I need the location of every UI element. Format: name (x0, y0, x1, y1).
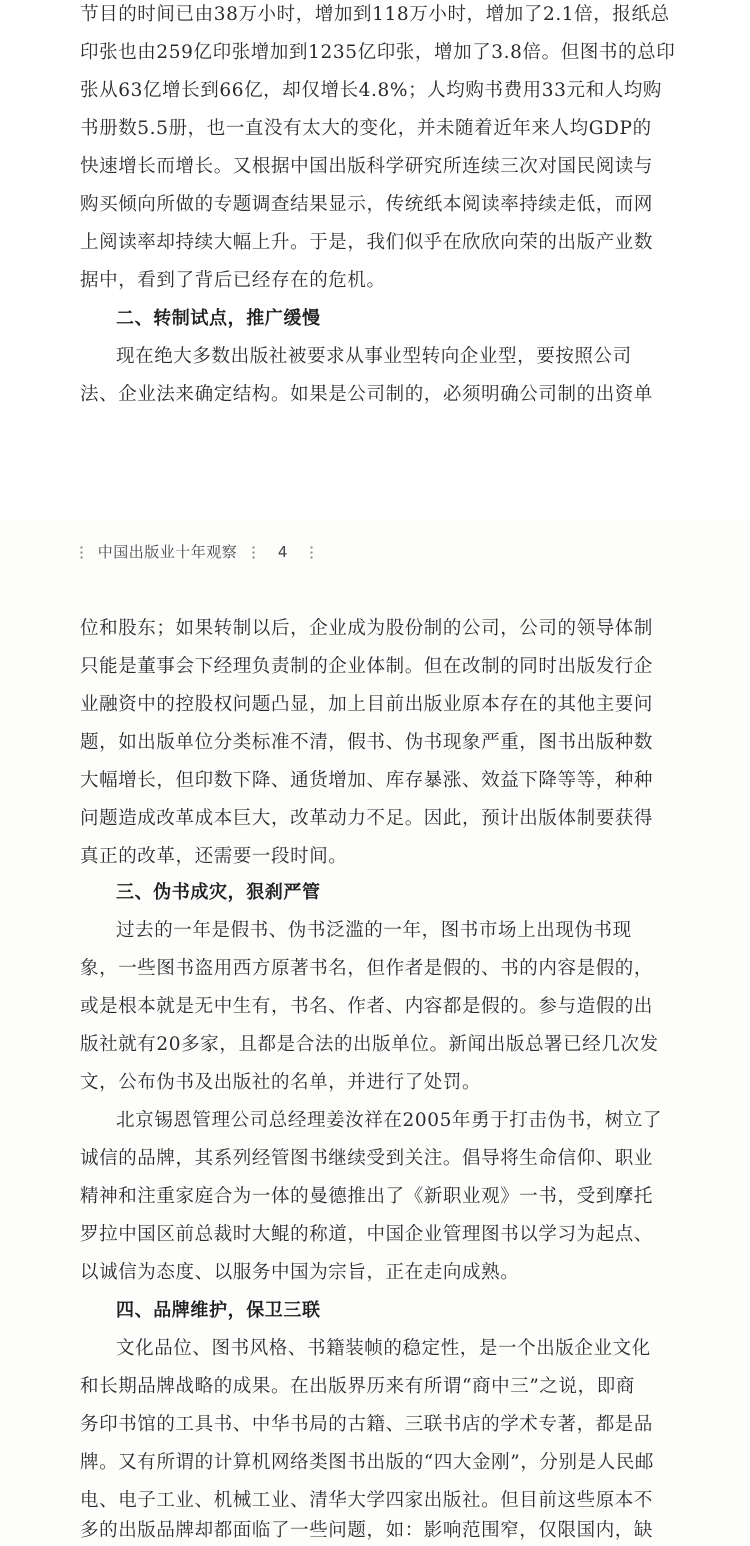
text-line: 大幅增长，但印数下降、通货增加、库存暴涨、效益下降等等，种种 (80, 770, 654, 791)
text-line: 现在绝大多数出版社被要求从事业型转向企业型，要按照公司 (116, 346, 632, 367)
text-line: 快速增长而增长。又根据中国出版科学研究所连续三次对国民阅读与 (80, 156, 654, 177)
text-line: 和长期品牌战略的成果。在出版界历来有所谓“商中三”之说，即商 (80, 1376, 635, 1397)
text-line: 北京锡恩管理公司总经理姜汝祥在2005年勇于打击伪书，树立了 (116, 1110, 663, 1131)
text-line: 业融资中的控股权问题凸显，加上目前出版业原本存在的其他主要问 (80, 694, 654, 715)
text-line: 题，如出版单位分类标准不清，假书、伪书现象严重，图书出版种数 (80, 732, 654, 753)
dotted-rule-icon (310, 545, 313, 561)
text-line: 文化品位、图书风格、书籍装帧的稳定性，是一个出版企业文化 (116, 1338, 651, 1359)
text-line: 或是根本就是无中生有，书名、作者、内容都是假的。参与造假的出 (80, 996, 654, 1017)
section-heading-3: 三、伪书成灾，狠刹严管 (116, 882, 321, 903)
page-number: 4 (277, 543, 288, 561)
text-line: 多的出版品牌却都面临了一些问题，如：影响范围窄，仅限国内，缺 (80, 1520, 654, 1541)
text-line: 购买倾向所做的专题调查结果显示，传统纸本阅读率持续走低，而网 (80, 194, 654, 215)
text-line: 精神和注重家庭合为一体的曼德推出了《新职业观》一书，受到摩托 (80, 1186, 654, 1207)
text-line: 版社就有20多家，且都是合法的出版单位。新闻出版总署已经几次发 (80, 1034, 659, 1055)
text-line: 节目的时间已由38万小时，增加到118万小时，增加了2.1倍，报纸总 (80, 4, 670, 25)
text-line: 只能是董事会下经理负责制的企业体制。但在改制的同时出版发行企 (80, 656, 654, 677)
dotted-rule-icon (80, 545, 83, 561)
book-title: 中国出版业十年观察 (97, 543, 238, 561)
text-line: 法、企业法来确定结构。如果是公司制的，必须明确公司制的出资单 (80, 384, 654, 405)
section-heading-4: 四、品牌维护，保卫三联 (116, 1300, 321, 1321)
page-top-fragment (0, 0, 750, 440)
section-heading-2: 二、转制试点，推广缓慢 (116, 308, 321, 329)
dotted-rule-icon (252, 545, 255, 561)
text-line: 罗拉中国区前总裁时大鲲的称道，中国企业管理图书以学习为起点、 (80, 1224, 654, 1245)
text-line: 印张也由259亿印张增加到1235亿印张，增加了3.8倍。但图书的总印 (80, 42, 676, 63)
text-line: 位和股东；如果转制以后，企业成为股份制的公司，公司的领导体制 (80, 618, 654, 639)
text-line: 据中，看到了背后已经存在的危机。 (80, 270, 386, 291)
text-line: 电、电子工业、机械工业、清华大学四家出版社。但目前这些原本不 (80, 1490, 654, 1511)
text-line: 问题造成改革成本巨大，改革动力不足。因此，预计出版体制要获得 (80, 808, 654, 829)
text-line: 上阅读率却持续大幅上升。于是，我们似乎在欣欣向荣的出版产业数 (80, 232, 654, 253)
text-line: 真正的改革，还需要一段时间。 (80, 846, 348, 867)
running-header (70, 540, 323, 564)
text-line: 以诚信为态度、以服务中国为宗旨，正在走向成熟。 (80, 1262, 520, 1283)
text-line: 文，公布伪书及出版社的名单，并进行了处罚。 (80, 1072, 482, 1093)
text-line: 诚信的品牌，其系列经管图书继续受到关注。倡导将生命信仰、职业 (80, 1148, 654, 1169)
text-line: 务印书馆的工具书、中华书局的古籍、三联书店的学术专著，都是品 (80, 1414, 654, 1435)
text-line: 过去的一年是假书、伪书泛滥的一年，图书市场上出现伪书现 (116, 920, 632, 941)
text-line: 象，一些图书盗用西方原著书名，但作者是假的、书的内容是假的， (80, 958, 654, 979)
text-line: 张从63亿增长到66亿，却仅增长4.8%；人均购书费用33元和人均购 (80, 80, 663, 101)
text-line: 牌。又有所谓的计算机网络类图书出版的“四大金刚”，分别是人民邮 (80, 1452, 655, 1473)
text-line: 书册数5.5册，也一直没有太大的变化，并未随着近年来人均GDP的 (80, 118, 652, 139)
